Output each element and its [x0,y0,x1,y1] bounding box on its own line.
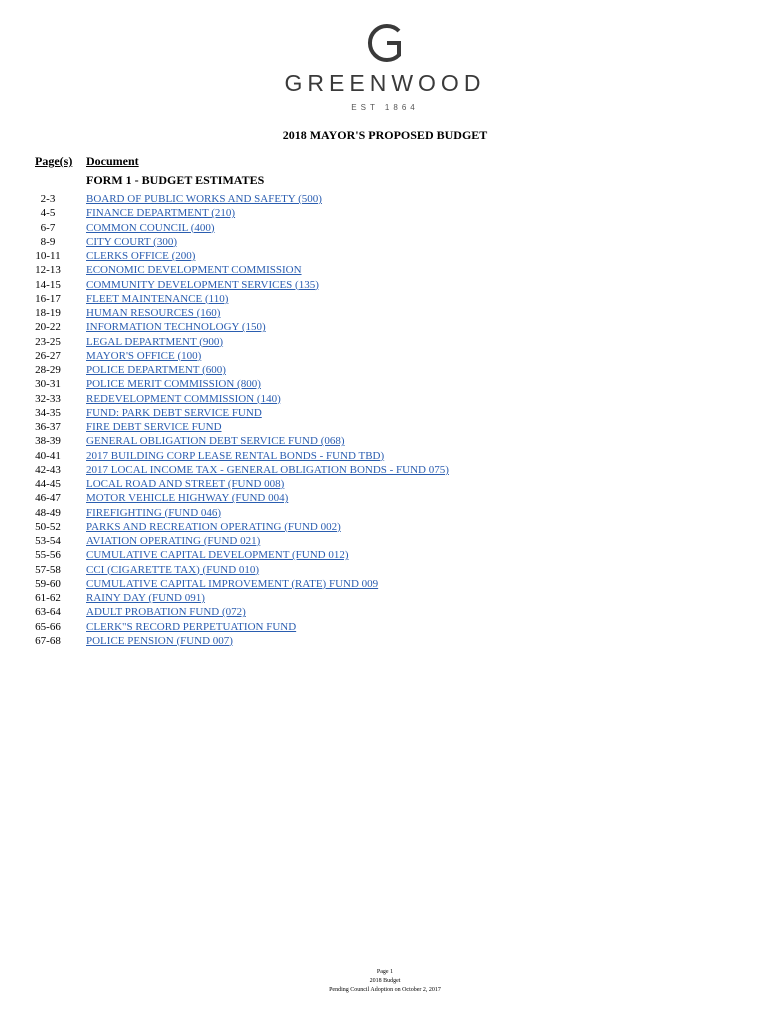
page-range: 36-37 [35,421,61,433]
index-row [0,206,770,220]
index-row [0,548,770,562]
document-link[interactable]: FIRE DEBT SERVICE FUND [86,421,222,433]
index-row [0,634,770,648]
index-row [0,563,770,577]
index-row [0,320,770,334]
document-link[interactable]: LOCAL ROAD AND STREET (FUND 008) [86,478,285,490]
document-link[interactable]: CCI (CIGARETTE TAX) (FUND 010) [86,563,260,576]
index-row [0,477,770,491]
document-link[interactable]: HUMAN RESOURCES (160) [86,307,221,319]
page-range: 48-49 [35,506,61,519]
document-index-list [0,192,770,648]
page-range: 63-64 [35,606,61,619]
index-row [0,420,770,434]
page-range: 12-13 [35,264,61,277]
index-row [0,263,770,277]
greenwood-logo [0,22,770,112]
document-link[interactable]: MAYOR'S OFFICE (100) [86,349,202,362]
index-row [0,520,770,534]
page-range: 6-7 [40,221,56,234]
page-range: 10-11 [35,250,61,262]
page-range: 20-22 [35,321,61,334]
index-row [0,249,770,263]
document-link[interactable]: AVIATION OPERATING (FUND 021) [86,535,261,547]
page-range: 26-27 [35,349,61,362]
form-title: FORM 1 - BUDGET ESTIMATES [86,173,265,187]
page-title: 2018 MAYOR'S PROPOSED BUDGET [282,128,488,142]
page-range: 30-31 [35,378,61,391]
document-link[interactable]: CLERKS OFFICE (200) [86,250,196,262]
document-link[interactable]: ADULT PROBATION FUND (072) [86,606,246,619]
index-row [0,292,770,306]
document-link[interactable]: POLICE DEPARTMENT (600) [86,364,226,376]
page-range: 61-62 [35,592,61,604]
page-range: 65-66 [35,620,61,633]
index-row [0,406,770,420]
document-link[interactable]: REDEVELOPMENT COMMISSION (140) [86,392,281,405]
page-range: 55-56 [35,549,61,562]
page-range: 50-52 [35,520,61,533]
document-link[interactable]: FINANCE DEPARTMENT (210) [86,207,236,220]
document-link[interactable]: FLEET MAINTENANCE (110) [86,292,229,305]
index-row [0,235,770,249]
index-row [0,434,770,448]
document-link[interactable]: BOARD OF PUBLIC WORKS AND SAFETY (500) [86,193,322,205]
index-row [0,392,770,406]
page-range: 18-19 [35,307,61,319]
index-row [0,491,770,505]
page-range: 28-29 [35,364,61,376]
page-range: 57-58 [35,563,61,576]
page-range: 44-45 [35,478,61,490]
index-row [0,363,770,377]
index-row [0,349,770,363]
index-row [0,278,770,292]
page-footer [0,968,770,995]
footer-page-number: Page 1 [376,969,394,975]
index-row [0,591,770,605]
index-row [0,192,770,206]
document-link[interactable]: ECONOMIC DEVELOPMENT COMMISSION [86,264,302,277]
document-column-header: Document [86,154,139,168]
page-range: 42-43 [35,463,61,476]
document-link[interactable]: RAINY DAY (FUND 091) [86,592,205,604]
document-link[interactable]: CUMULATIVE CAPITAL IMPROVEMENT (RATE) FUND 009 [86,577,379,590]
document-link[interactable]: POLICE PENSION (FUND 007) [86,634,233,647]
document-link[interactable]: 2017 BUILDING CORP LEASE RENTAL BONDS - FUND TBD) [86,449,385,462]
page-range: 8-9 [40,235,56,248]
page-range: 16-17 [35,292,61,305]
document-link[interactable]: MOTOR VEHICLE HIGHWAY (FUND 004) [86,492,289,505]
page-range: 67-68 [35,634,61,647]
index-row [0,377,770,391]
page-range: 40-41 [35,449,61,462]
page-range: 4-5 [40,207,56,220]
index-row [0,449,770,463]
document-link[interactable]: FIREFIGHTING (FUND 046) [86,506,222,519]
page-range: 14-15 [35,278,61,291]
document-link[interactable]: INFORMATION TECHNOLOGY (150) [86,321,266,334]
document-link[interactable]: COMMON COUNCIL (400) [86,221,215,234]
footer-budget-label: 2018 Budget [369,978,401,984]
logo-established: EST 1864 [351,103,419,112]
page-range: 53-54 [35,535,61,547]
index-row [0,306,770,320]
page-range: 34-35 [35,406,61,419]
document-link[interactable]: LEGAL DEPARTMENT (900) [86,335,224,348]
index-row [0,620,770,634]
page-range: 32-33 [35,392,61,405]
document-link[interactable]: CUMULATIVE CAPITAL DEVELOPMENT (FUND 012) [86,549,349,562]
document-link[interactable]: PARKS AND RECREATION OPERATING (FUND 002) [86,520,341,533]
pages-column-header: Page(s) [35,154,73,168]
document-link[interactable]: GENERAL OBLIGATION DEBT SERVICE FUND (068) [86,435,345,448]
index-row [0,335,770,349]
page-range: 46-47 [35,492,61,505]
index-row [0,463,770,477]
page-range: 59-60 [35,577,61,590]
document-link[interactable]: FUND: PARK DEBT SERVICE FUND [86,406,262,419]
index-row [0,605,770,619]
index-row [0,506,770,520]
document-link[interactable]: CITY COURT (300) [86,235,178,248]
document-link[interactable]: POLICE MERIT COMMISSION (800) [86,378,261,391]
index-row [0,534,770,548]
document-link[interactable]: COMMUNITY DEVELOPMENT SERVICES (135) [86,278,319,291]
logo-name: GREENWOOD [284,70,486,96]
footer-status: Pending Council Adoption on October 2, 2017 [329,987,441,993]
index-row [0,221,770,235]
document-link[interactable]: 2017 LOCAL INCOME TAX - GENERAL OBLIGATION BONDS - FUND 075) [86,463,449,476]
index-row [0,577,770,591]
page-range: 38-39 [35,435,61,448]
document-link[interactable]: CLERK"S RECORD PERPETUATION FUND [86,620,297,633]
g-logo-mark-icon [365,22,405,64]
page-range: 2-3 [40,193,56,205]
page-range: 23-25 [35,335,61,348]
